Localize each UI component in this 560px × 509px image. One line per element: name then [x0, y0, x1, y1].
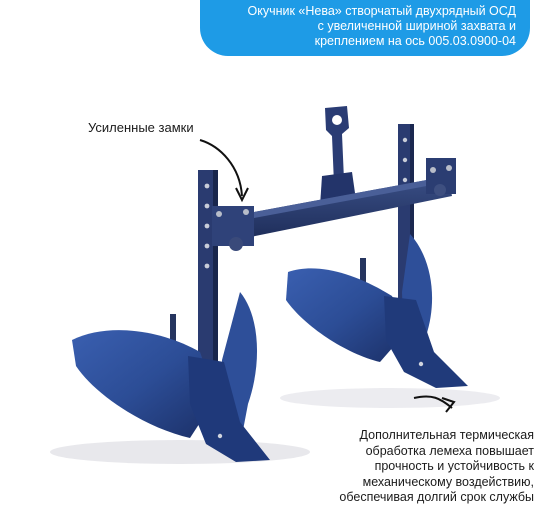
- title-line-3: креплением на ось 005.03.0900-04: [314, 34, 516, 48]
- hitch-bracket: [320, 106, 356, 206]
- right-share: [286, 234, 468, 388]
- title-line-1: Окучник «Нева» створчатый двухрядный ОСД: [247, 4, 516, 18]
- title-line-2: с увеличенной шириной захвата и: [317, 19, 516, 33]
- description-line-5: обеспечивая долгий срок службы: [339, 490, 534, 504]
- floor-shadow-right: [280, 388, 500, 408]
- title-banner: [200, 0, 530, 56]
- description-line-3: прочность и устойчивость к: [374, 459, 534, 473]
- description-line-4: механическому воздействию,: [362, 474, 534, 489]
- description-line-2: обработка лемеха повышает: [365, 443, 534, 458]
- description-line-1: Дополнительная термическая: [359, 428, 534, 442]
- locks-callout-label: Усиленные замки: [88, 120, 194, 135]
- share-description: [244, 428, 534, 506]
